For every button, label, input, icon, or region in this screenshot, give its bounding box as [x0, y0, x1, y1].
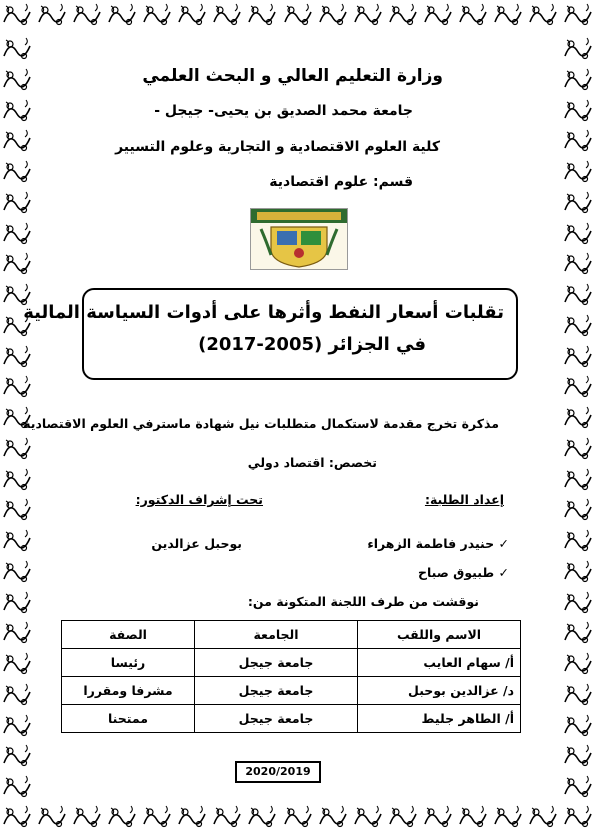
jury-member-name: د/ عزالدين بوحبل [358, 677, 521, 705]
ornament-icon [140, 0, 174, 30]
ornament-icon [175, 802, 209, 832]
ornament-icon [281, 0, 315, 30]
jury-member-role: مشرفا ومقررا [62, 677, 195, 705]
ornament-icon [561, 219, 595, 249]
ornament-icon [0, 557, 34, 587]
ornament-icon [175, 0, 209, 30]
ornament-icon [561, 802, 595, 832]
ornament-icon [70, 802, 104, 832]
ornament-icon [0, 618, 34, 648]
ornament-icon [210, 0, 244, 30]
thesis-title-line1: تقلبات أسعار النفط وأثرها على أدوات السياسة المالية [23, 302, 504, 323]
ornament-icon [0, 126, 34, 156]
student-name-1: ✓ حنيدر فاطمة الزهراء [367, 536, 509, 551]
table-row [62, 649, 521, 677]
university-name: جامعة محمد الصديق بن يحيى- جيجل - [154, 103, 413, 119]
supervisor-name: بوحبل عزالدين [151, 536, 242, 551]
ornament-icon [561, 372, 595, 402]
ornament-icon [0, 188, 34, 218]
thesis-title-box [23, 288, 518, 380]
ornament-icon [386, 802, 420, 832]
jury-label: نوقشت من طرف اللجنة المتكونة من: [247, 594, 479, 609]
ornament-icon [421, 802, 455, 832]
university-logo [250, 208, 348, 270]
ornament-icon [456, 802, 490, 832]
ornament-icon [561, 588, 595, 618]
ornament-icon [561, 495, 595, 525]
ornament-icon [561, 557, 595, 587]
ornament-icon [0, 96, 34, 126]
ornament-icon [0, 711, 34, 741]
ornament-icon [561, 649, 595, 679]
ornament-icon [0, 65, 34, 95]
ornament-icon [0, 741, 34, 771]
ornament-icon [0, 588, 34, 618]
ornament-icon [561, 65, 595, 95]
ornament-icon [35, 802, 69, 832]
ornament-icon [561, 434, 595, 464]
ornament-icon [421, 0, 455, 30]
ornament-icon [386, 0, 420, 30]
ornament-icon [316, 0, 350, 30]
ornament-icon [561, 772, 595, 802]
ornament-icon [0, 434, 34, 464]
supervisor-label: تحت إشراف الدكتور: [135, 492, 263, 507]
jury-header-university: الجامعة [195, 621, 358, 649]
jury-member-role: رئيسا [62, 649, 195, 677]
ornament-icon [561, 711, 595, 741]
jury-member-name: أ/ الطاهر جليط [358, 705, 521, 733]
ornament-icon [35, 0, 69, 30]
faculty-name: كلية العلوم الاقتصادية و التجارية وعلوم التسيير [115, 139, 440, 155]
ministry-name: وزارة التعليم العالي و البحث العلمي [142, 66, 443, 86]
department-name: قسم: علوم اقتصادية [269, 174, 413, 190]
ornament-icon [561, 618, 595, 648]
jury-header-role: الصفة [62, 621, 195, 649]
ornament-icon [140, 802, 174, 832]
university-crest-icon [251, 209, 347, 269]
ornament-icon [105, 802, 139, 832]
ornament-icon [561, 249, 595, 279]
ornament-icon [561, 526, 595, 556]
ornament-icon [0, 649, 34, 679]
ornament-icon [561, 465, 595, 495]
ornament-icon [491, 0, 525, 30]
ornament-icon [526, 802, 560, 832]
border-bottom [0, 802, 595, 836]
ornament-icon [105, 0, 139, 30]
jury-member-role: ممتحنا [62, 705, 195, 733]
ornament-icon [0, 157, 34, 187]
thesis-title-line2: في الجزائر (2005-2017) [198, 334, 426, 355]
ornament-icon [245, 0, 279, 30]
ornament-icon [0, 249, 34, 279]
ornament-icon [0, 219, 34, 249]
specialization: تخصص: اقتصاد دولي [247, 455, 377, 470]
border-top [0, 0, 595, 34]
ornament-icon [561, 403, 595, 433]
jury-member-name: أ/ سهام العايب [358, 649, 521, 677]
ornament-icon [351, 0, 385, 30]
ornament-icon [561, 188, 595, 218]
ornament-icon [210, 802, 244, 832]
table-row [62, 705, 521, 733]
ornament-icon [561, 0, 595, 30]
ornament-icon [70, 0, 104, 30]
ornament-icon [561, 311, 595, 341]
academic-year-box: 2020/2019 [235, 761, 321, 783]
ornament-icon [0, 802, 34, 832]
ornament-icon [561, 741, 595, 771]
ornament-icon [0, 0, 34, 30]
ornament-icon [0, 772, 34, 802]
thesis-note: مذكرة تخرج مقدمة لاستكمال متطلبات نيل شهادة ماسترفي العلوم الاقتصادية [23, 416, 499, 431]
ornament-icon [491, 802, 525, 832]
ornament-icon [245, 802, 279, 832]
ornament-icon [456, 0, 490, 30]
ornament-icon [526, 0, 560, 30]
ornament-icon [561, 126, 595, 156]
ornament-icon [561, 34, 595, 64]
ornament-icon [0, 342, 34, 372]
ornament-icon [351, 802, 385, 832]
ornament-icon [561, 680, 595, 710]
table-row [62, 677, 521, 705]
ornament-icon [0, 34, 34, 64]
jury-table-header [62, 621, 521, 649]
jury-member-university: جامعة جيجل [195, 649, 358, 677]
ornament-icon [0, 495, 34, 525]
ornament-icon [316, 802, 350, 832]
ornament-icon [561, 157, 595, 187]
border-right [561, 34, 595, 802]
jury-member-university: جامعة جيجل [195, 677, 358, 705]
jury-header-name: الاسم واللقب [358, 621, 521, 649]
ornament-icon [561, 96, 595, 126]
jury-table [61, 620, 521, 733]
ornament-icon [0, 465, 34, 495]
students-label: إعداد الطلبة: [424, 492, 504, 507]
ornament-icon [0, 680, 34, 710]
ornament-icon [561, 280, 595, 310]
student-name-2: ✓ طبيوق صباح [417, 565, 509, 580]
ornament-icon [0, 526, 34, 556]
ornament-icon [0, 372, 34, 402]
jury-member-university: جامعة جيجل [195, 705, 358, 733]
ornament-icon [281, 802, 315, 832]
ornament-icon [561, 342, 595, 372]
